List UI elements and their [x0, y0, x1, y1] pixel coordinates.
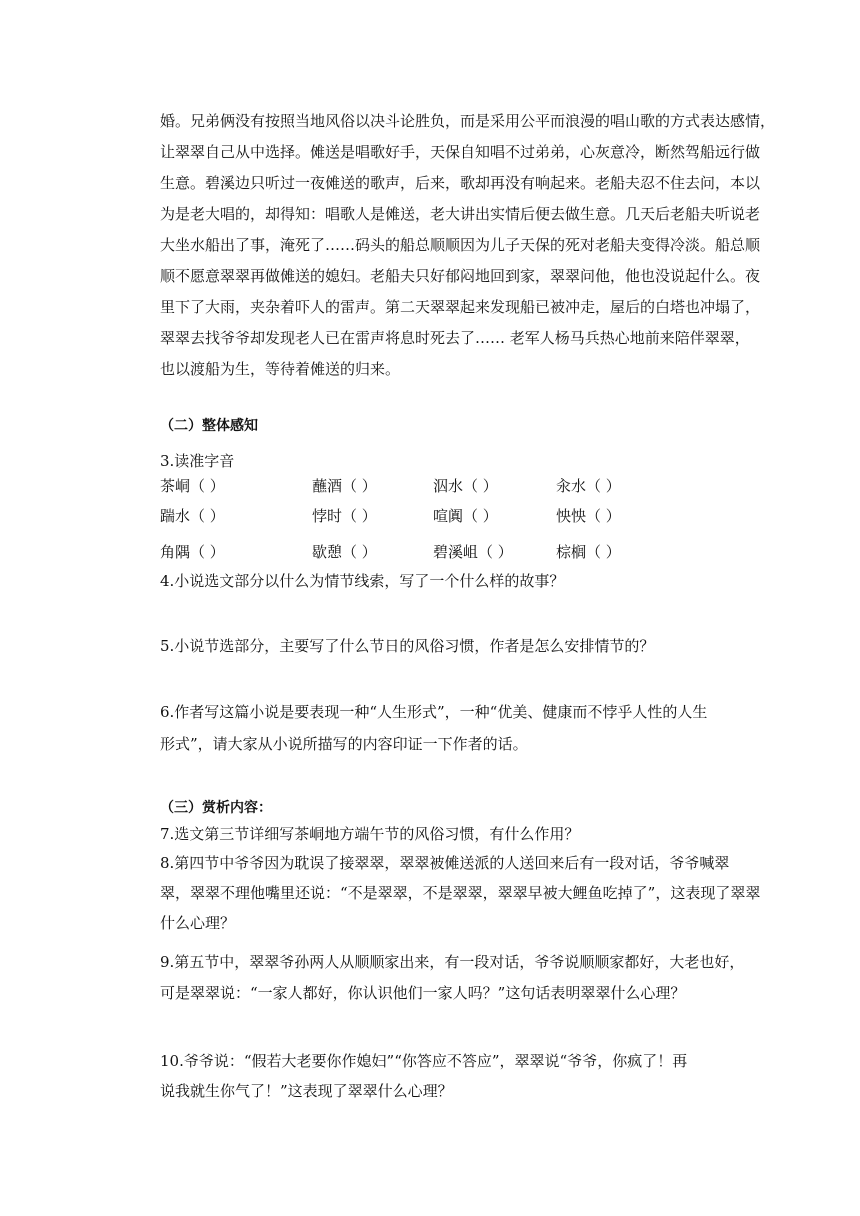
pronunciation-item: 蘸酒（ ）: [312, 477, 377, 495]
question-5: 5.小说节选部分，主要写了什么节日的风俗习惯，作者是怎么安排情节的？: [160, 637, 655, 655]
question-6-line: 6.作者写这篇小说是要表现一种“人生形式”，一种“优美、健康而不悖乎人性的人生: [160, 703, 708, 721]
summary-line: 里下了大雨，夹杂着吓人的雷声。第二天翠翠起来发现船已被冲走，屋后的白塔也冲塌了，: [160, 298, 761, 316]
pronunciation-item: 泅水（ ）: [433, 477, 498, 495]
summary-line: 让翠翠自己从中选择。傩送是唱歌好手，天保自知唱不过弟弟，心灰意冷，断然驾船远行做: [160, 143, 761, 161]
pronunciation-item: 碧溪岨（ ）: [433, 543, 513, 561]
pronunciation-item: 棕榈（ ）: [556, 543, 621, 561]
summary-line: 翠翠去找爷爷却发现老人已在雷声将息时死去了…… 老军人杨马兵热心地前来陪伴翠翠，: [160, 329, 750, 347]
summary-line: 也以渡船为生，等待着傩送的归来。: [160, 360, 401, 378]
question-8-line: 翠，翠翠不理他嘴里还说：“不是翠翠，不是翠翠，翠翠早被大鲤鱼吃掉了”，这表现了翠翠: [160, 884, 761, 902]
section-heading-overall: （二）整体感知: [160, 418, 258, 434]
question-10-line: 说我就生你气了！”这表现了翠翠什么心理？: [160, 1082, 453, 1100]
pronunciation-item: 角隅（ ）: [160, 543, 225, 561]
pronunciation-item: 茶峒（ ）: [160, 477, 225, 495]
pronunciation-item: 悖时（ ）: [312, 507, 377, 525]
pronunciation-item: 怏怏（ ）: [556, 507, 621, 525]
question-8-line: 什么心理？: [160, 914, 236, 932]
question-10-line: 10.爷爷说：“假若大老要你作媳妇”“你答应不答应”，翠翠说“爷爷，你疯了！再: [160, 1052, 688, 1070]
question-9-line: 9.第五节中，翠翠爷孙两人从顺顺家出来，有一段对话，爷爷说顺顺家都好，大老也好，: [160, 953, 745, 971]
summary-line: 大坐水船出了事，淹死了……码头的船总顺顺因为儿子天保的死对老船夫变得冷淡。船总顺: [160, 236, 761, 254]
question-7: 7.选文第三节详细写茶峒地方端午节的风俗习惯，有什么作用？: [160, 825, 580, 843]
pronunciation-item: 汆水（ ）: [556, 477, 621, 495]
summary-line: 为是老大唱的，却得知：唱歌人是傩送，老大讲出实情后便去做生意。几天后老船夫听说老: [160, 205, 761, 223]
summary-line: 生意。碧溪边只听过一夜傩送的歌声，后来，歌却再没有响起来。老船夫忍不住去问，本以: [160, 174, 761, 192]
question-3-label: 3.读准字音: [160, 452, 235, 470]
section-heading-appreciation: （三）赏析内容：: [160, 800, 272, 816]
question-4: 4.小说选文部分以什么为情节线索，写了一个什么样的故事？: [160, 572, 565, 590]
pronunciation-item: 喧阗（ ）: [433, 507, 498, 525]
question-9-line: 可是翠翠说：“一家人都好，你认识他们一家人吗？”这句话表明翠翠什么心理？: [160, 984, 686, 1002]
question-8-line: 8.第四节中爷爷因为耽误了接翠翠，翠翠被傩送派的人送回来后有一段对话，爷爷喊翠: [160, 854, 730, 872]
summary-line: 顺不愿意翠翠再做傩送的媳妇。老船夫只好郁闷地回到家，翠翠问他，他也没说起什么。夜: [160, 267, 761, 285]
question-6-line: 形式”，请大家从小说所描写的内容印证一下作者的话。: [160, 735, 528, 753]
pronunciation-item: 歇憩（ ）: [312, 543, 377, 561]
summary-line: 婚。兄弟俩没有按照当地风俗以决斗论胜负，而是采用公平而浪漫的唱山歌的方式表达感情，: [160, 112, 776, 130]
pronunciation-item: 踹水（ ）: [160, 507, 225, 525]
